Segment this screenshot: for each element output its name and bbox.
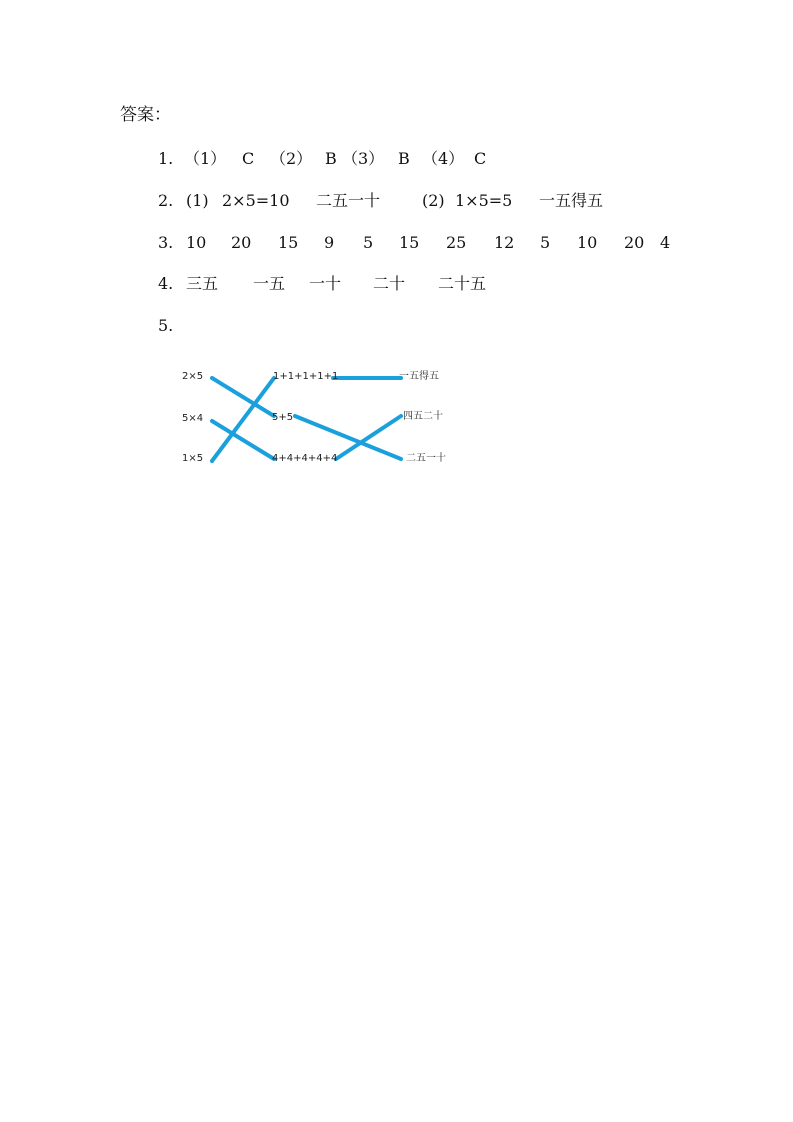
answer-item: (2)	[422, 191, 445, 210]
answer-item: 25	[446, 233, 467, 252]
answer-item: 二五一十	[316, 191, 381, 210]
answer-item: C	[242, 149, 255, 168]
answer-item: B	[398, 149, 410, 168]
answer-item: 一五	[253, 274, 286, 293]
question-number: 4.	[158, 274, 174, 293]
middle-expression: 5+5	[272, 412, 294, 423]
answer-item: 5	[540, 233, 551, 252]
answer-item: 20	[231, 233, 252, 252]
answer-item: 三五	[186, 274, 219, 293]
question-number: 1.	[158, 149, 174, 168]
connection-line	[212, 378, 274, 461]
answer-item: 一五得五	[539, 191, 604, 210]
answer-item: （4）	[422, 149, 465, 168]
answer-item: 12	[494, 233, 515, 252]
answer-item: 5	[363, 233, 374, 252]
answer-item: 9	[324, 233, 335, 252]
left-expression: 2×5	[182, 371, 204, 382]
answer-item: 一十	[309, 274, 342, 293]
answer-item: 2×5=10	[222, 191, 290, 210]
answer-item: 20	[624, 233, 645, 252]
left-expression: 5×4	[182, 413, 204, 424]
answer-item: 4	[660, 233, 671, 252]
answer-item: （3）	[342, 149, 385, 168]
middle-expression: 4+4+4+4+4	[272, 453, 338, 464]
right-rhyme: 四五二十	[403, 411, 443, 422]
answer-item: （1）	[184, 149, 227, 168]
connection-line	[212, 421, 274, 459]
answer-item: 二十五	[438, 274, 487, 293]
answer-item: （2）	[270, 149, 313, 168]
answer-heading: 答案：	[120, 105, 171, 125]
connection-line	[212, 378, 274, 416]
matching-diagram	[175, 360, 475, 475]
question-number: 2.	[158, 191, 174, 210]
question-number: 5.	[158, 316, 174, 335]
answer-item: (1)	[186, 191, 209, 210]
right-rhyme: 二五一十	[406, 453, 446, 464]
answer-item: 1×5=5	[455, 191, 513, 210]
answer-item: 15	[278, 233, 299, 252]
answer-item: B	[325, 149, 337, 168]
answer-item: 10	[186, 233, 207, 252]
middle-expression: 1+1+1+1+1	[273, 371, 339, 382]
question-number: 3.	[158, 233, 174, 252]
answer-item: 10	[577, 233, 598, 252]
answer-item: 15	[399, 233, 420, 252]
answer-item: 二十	[373, 274, 406, 293]
left-expression: 1×5	[182, 453, 204, 464]
right-rhyme: 一五得五	[399, 371, 439, 382]
answer-item: C	[474, 149, 487, 168]
